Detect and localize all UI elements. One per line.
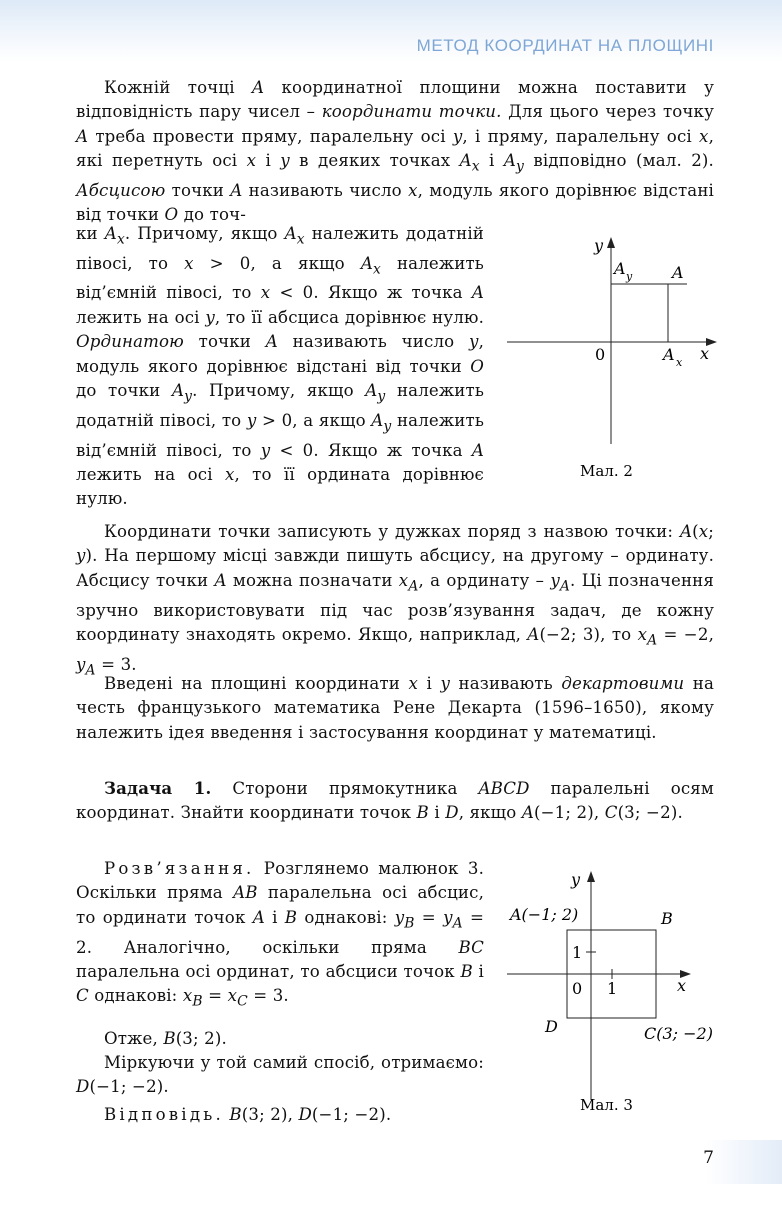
figure-3-rectangle-abcd: [505, 868, 725, 1120]
paragraph-notation: Координати точки записують у дужках поряд з назвою точки: A(x; y). На першому місці завжди пишуть абсцису, на другому – ординату. Абсцису точки A можна позначати $x_A$, а ординату – $y_A$. Ці позначення зручно використовувати під час розв’язування задач, де кожну координату знаходять окремо. Якщо, наприклад, A(−2; 3), то $x_A = -2$, $y_A = 3$.: [76, 522, 714, 678]
paragraph-descartes: Введені на площині координати x і y називають декартовими на честь французького математика Рене Декарта (1596–1650), якому належить ідея введення і застосування координат у математиці.: [76, 674, 714, 742]
page-number: 7: [703, 1148, 714, 1168]
point-ax-label: A: [663, 345, 675, 364]
point-a-label: A: [672, 263, 684, 282]
y-axis-arrow-icon: [607, 237, 615, 248]
point-d-label: D: [545, 1017, 558, 1036]
y-axis-label: y: [571, 870, 581, 889]
paragraph-coordinates-intro: Кожній точці A координатної площини можна поставити у відповідність пару чисел – координати точки. Для цього через точку A треба провести пряму, паралельну осі y, і пряму, паралельну осі x, які перетнуть осі x і y в деяких точках $A_x$ і $A_y$ відповідно (мал. 2). Абсцисою точки A називають число x, модуль якого дорівнює відстані від точки O до точ-: [76, 78, 714, 225]
y-axis-label: y: [594, 236, 604, 255]
solution-result-d: Міркуючи у той самий спосіб, отримаємо: D(−1; −2).: [76, 1053, 484, 1097]
point-b-label: B: [661, 909, 673, 928]
point-ay-label: A: [614, 259, 626, 278]
page-corner-band: [706, 1140, 782, 1184]
point-a-label: A(−1; 2): [510, 905, 579, 924]
unit-x-label: 1: [607, 979, 618, 998]
y-axis-arrow-icon: [587, 871, 595, 882]
figure-2-coordinate-plane: [505, 232, 720, 482]
problem-1-statement: Задача 1. Сторони прямокутника ABCD паралельні осям координат. Знайти координати точок B і D, якщо A(−1; 2), C(3; −2).: [76, 778, 714, 823]
origin-label: 0: [572, 979, 583, 998]
figure-3-caption: Мал. 3: [580, 1096, 633, 1114]
point-ax-subscript: x: [676, 356, 683, 369]
point-c-label: C(3; −2): [644, 1024, 713, 1043]
unit-y-label: 1: [572, 943, 583, 962]
x-axis-label: x: [700, 344, 710, 363]
figure-2-caption: Мал. 2: [580, 462, 633, 480]
problem-1-answer: Відповідь. B(3; 2), D(−1; −2).: [104, 1105, 392, 1124]
problem-1-solution: Розв’язання. Розглянемо малюнок 3. Оскільки пряма AB паралельна осі абсцис, то ординати точок A і B однакові: $y_B = y_A = 2$. Аналогічно, оскільки пряма BC паралельна осі ординат, то абсциси точок B і C однакові: $x_B = x_C = 3$.: [76, 859, 485, 1010]
point-ay-subscript: y: [626, 270, 633, 283]
solution-result-b: Отже, B(3; 2).: [104, 1029, 227, 1048]
running-header: МЕТОД КООРДИНАТ НА ПЛОЩИНІ: [416, 36, 714, 55]
origin-label: 0: [595, 345, 606, 364]
x-axis-label: x: [677, 976, 687, 995]
paragraph-abscissa-ordinate: ки $A_x$. Причому, якщо $A_x$ належить додатній півосі, то x > 0, а якщо $A_x$ належить від’ємній півосі, то x < 0. Якщо ж точка A лежить на осі y, то її абсциса дорівнює нулю. Ординатою точки A називають число y, модуль якого дорівнює відстані від точки O до точки $A_y$. Причому, якщо $A_y$ належить додатній півосі, то y > 0, а якщо $A_y$ належить від’ємній півосі, то y < 0. Якщо ж точка A лежить на осі x, то її ордината дорівнює нулю.: [76, 224, 484, 509]
